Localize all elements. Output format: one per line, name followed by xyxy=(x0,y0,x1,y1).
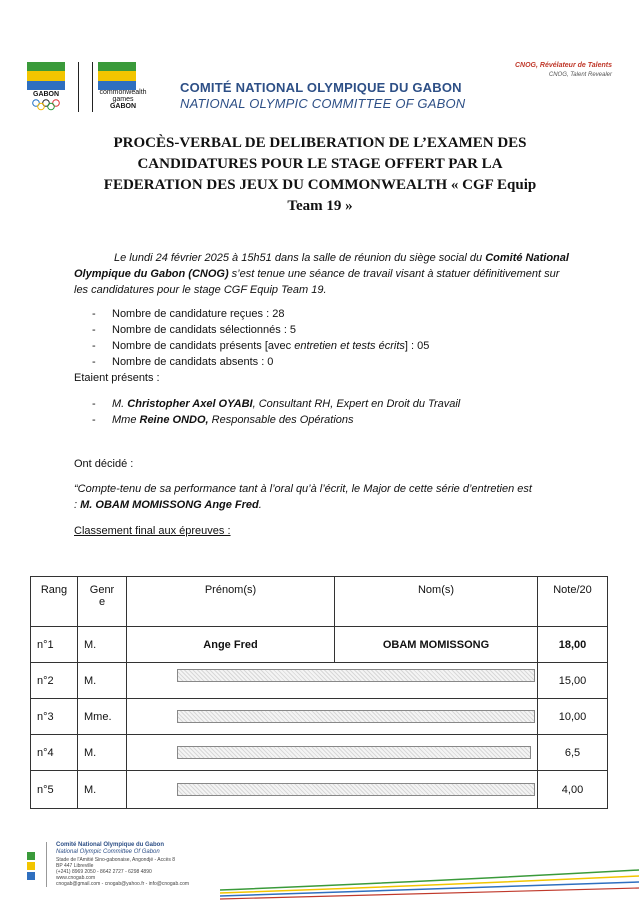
redaction-block xyxy=(177,783,535,796)
stat-text-a: Nombre de candidats présents [avec xyxy=(112,340,295,352)
footer-line4: BP 447 Libreville xyxy=(56,863,94,869)
table-header-row xyxy=(31,577,608,627)
table-row xyxy=(31,735,608,771)
attendee-title: M. xyxy=(112,398,128,410)
footer-line7: cnogab@gmail.com - cnogab@yahoo.fr - info@cnogab.com xyxy=(56,881,190,887)
present-label: Etaient présents : xyxy=(74,372,160,384)
cell-rank: n°4 xyxy=(31,735,78,771)
title-line-3: FEDERATION DES JEUX DU COMMONWEALTH « CGF Equip xyxy=(103,177,537,193)
table-row xyxy=(31,771,608,809)
header-nom: Nom(s) xyxy=(335,577,538,627)
cell-name-redacted xyxy=(127,771,538,809)
stat-text: Nombre de candidats absents : 0 xyxy=(112,356,274,368)
attendee-name: Christopher Axel OYABI xyxy=(127,398,253,410)
table-row xyxy=(31,699,608,735)
header-note: Note/20 xyxy=(538,577,608,627)
decision-prefix: : xyxy=(74,499,81,511)
attendee-item: - M. Christopher Axel OYABI, Consultant RH, Expert en Droit du Travail xyxy=(92,398,461,410)
stat-text-c: ] : 05 xyxy=(404,340,430,352)
title-line-1: PROCÈS-VERBAL DE DELIBERATION DE L’EXAMEN DES xyxy=(113,135,527,151)
attendee-role: Responsable des Opérations xyxy=(208,414,354,426)
logo-gabon-label: GABON xyxy=(33,91,60,98)
footer-line5: (+241) 8969 2050 - 8642 2727 - 6298 4890 xyxy=(56,869,152,875)
stat-text: Nombre de candidats sélectionnés : 5 xyxy=(112,324,297,336)
gabon-flag-logo xyxy=(27,62,65,90)
tagline-fr: CNOG, Révélateur de Talents xyxy=(515,62,612,69)
cell-score: 18,00 xyxy=(538,627,608,663)
attendee-title: Mme xyxy=(112,414,140,426)
stat-item: - Nombre de candidats absents : 0 xyxy=(92,356,274,368)
footer-line2: National Olympic Committee Of Gabon xyxy=(56,849,160,855)
cell-name-redacted xyxy=(127,735,538,771)
attendee-name: Reine ONDO, xyxy=(139,414,209,426)
title-line-4: Team 19 » xyxy=(287,198,353,214)
footer-line3: Stade de l'Amitié Sino-gabonaise, Angondjé - Accès 8 xyxy=(56,857,176,863)
cell-rank: n°5 xyxy=(31,771,78,809)
cwg-line3: GABON xyxy=(109,103,137,110)
cell-score: 6,5 xyxy=(538,735,608,771)
cell-score: 15,00 xyxy=(538,663,608,699)
olympic-rings-icon xyxy=(30,99,62,111)
cell-score: 4,00 xyxy=(538,771,608,809)
header-prenom: Prénom(s) xyxy=(127,577,335,627)
footer-line1: Comité National Olympique du Gabon xyxy=(56,842,165,848)
cell-name-redacted xyxy=(127,699,538,735)
commonwealth-games-flag-logo xyxy=(98,62,136,90)
header-genre: Genr e xyxy=(78,577,127,627)
intro-part1: Le lundi 24 février 2025 à 15h51 dans la salle de réunion du siège social du xyxy=(114,252,486,264)
cwg-line2: games xyxy=(112,96,134,103)
cell-name-redacted xyxy=(127,663,538,699)
cell-gender: M. xyxy=(78,663,127,699)
stat-item: - Nombre de candidats présents [avec entretien et tests écrits] : 05 xyxy=(92,340,430,352)
decision-text: “Compte-tenu de sa performance tant à l’oral qu’à l’écrit, le Major de cette série d’entretien est xyxy=(74,483,532,495)
logo-line xyxy=(92,62,93,112)
footer-line6: www.cnogab.com xyxy=(56,875,96,881)
decision-suffix: . xyxy=(258,499,262,511)
cell-gender: M. xyxy=(78,735,127,771)
cell-first-name: Ange Fred xyxy=(127,627,335,663)
tagline-en: CNOG, Talent Revealer xyxy=(548,72,612,78)
stat-item: - Nombre de candidats sélectionnés : 5 xyxy=(92,324,297,336)
attendee-role: , Consultant RH, Expert en Droit du Travail xyxy=(252,398,461,410)
intro-org: Comité National Olympique du Gabon (CNOG) xyxy=(74,252,569,280)
stat-text-b: entretien et tests écrits xyxy=(294,340,405,352)
ranking-label: Classement final aux épreuves : xyxy=(74,525,231,537)
cell-rank: n°3 xyxy=(31,699,78,735)
stat-item: - Nombre de candidature reçues : 28 xyxy=(92,308,285,320)
title-line-2: CANDIDATURES POUR LE STAGE OFFERT PAR LA xyxy=(137,156,503,172)
cell-rank: n°1 xyxy=(31,627,78,663)
document-title xyxy=(60,133,580,217)
decided-label: Ont décidé : xyxy=(74,458,134,470)
redaction-block xyxy=(177,710,535,723)
cell-gender: Mme. xyxy=(78,699,127,735)
footer-logo xyxy=(27,852,35,886)
table-row xyxy=(31,663,608,699)
footer-divider xyxy=(46,842,47,887)
footer-decorative-stripes xyxy=(220,860,639,900)
attendee-item: - Mme Reine ONDO, Responsable des Opérations xyxy=(92,414,354,426)
org-name-en: NATIONAL OLYMPIC COMMITTEE OF GABON xyxy=(180,96,466,111)
cell-gender: M. xyxy=(78,771,127,809)
commonwealth-games-label xyxy=(99,89,147,110)
cell-gender: M. xyxy=(78,627,127,663)
header-divider xyxy=(78,62,79,112)
decision-winner: M. OBAM MOMISSONG Ange Fred xyxy=(80,499,259,511)
decision-paragraph xyxy=(74,481,574,513)
cell-rank: n°2 xyxy=(31,663,78,699)
intro-paragraph xyxy=(74,250,574,298)
cell-last-name: OBAM MOMISSONG xyxy=(335,627,538,663)
org-name-fr: COMITÉ NATIONAL OLYMPIQUE DU GABON xyxy=(180,80,462,95)
table-row xyxy=(31,627,608,663)
redaction-block xyxy=(177,669,535,682)
stat-text: Nombre de candidature reçues : 28 xyxy=(112,308,285,320)
ranking-table xyxy=(30,576,608,809)
header-rang: Rang xyxy=(31,577,78,627)
redaction-block xyxy=(177,746,531,759)
intro-part2: s’est tenue une séance de travail visant à statuer définitivement sur les candidatures pour le stage CGF Equip Team 19. xyxy=(74,268,560,296)
cell-score: 10,00 xyxy=(538,699,608,735)
cwg-line1: commonwealth xyxy=(99,89,147,96)
